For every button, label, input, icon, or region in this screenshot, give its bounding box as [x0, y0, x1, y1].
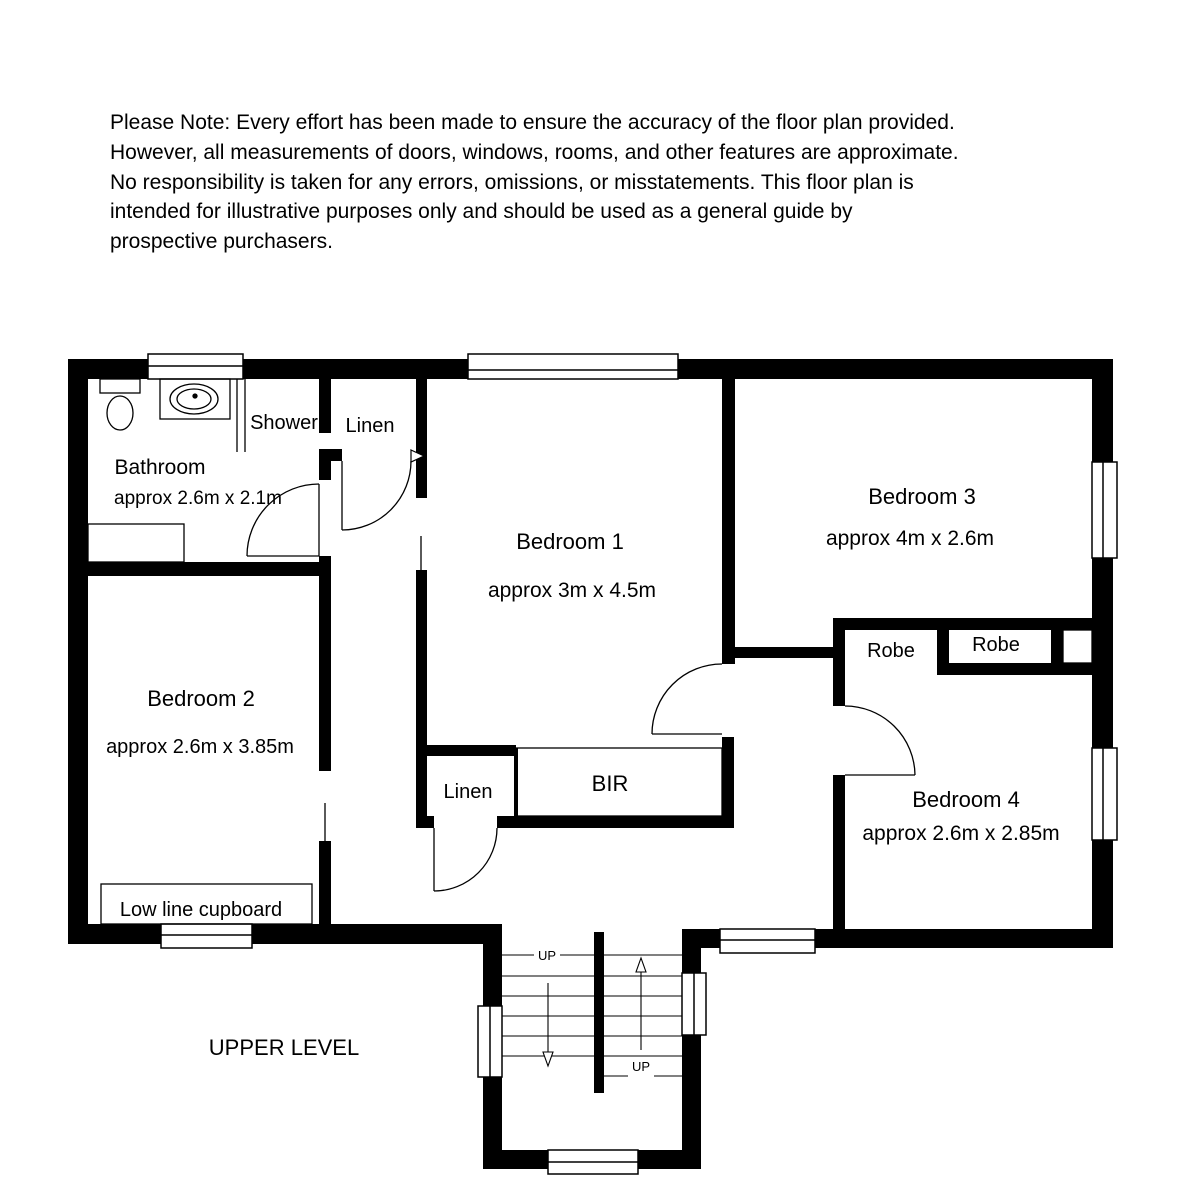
window-landing — [720, 929, 815, 953]
level-label: UPPER LEVEL — [208, 1035, 360, 1060]
fixture-label-shower: Shower — [250, 412, 318, 434]
stair-up-label-left: UP — [537, 948, 557, 963]
window-stair-right — [682, 973, 706, 1035]
fixture-label-robe-right: Robe — [972, 634, 1020, 656]
door-linen-bottom — [434, 828, 497, 891]
door-linen-top — [342, 461, 411, 530]
door-bedroom4 — [845, 706, 915, 775]
fixture-label-bir: BIR — [591, 771, 629, 796]
window-bedroom2 — [161, 924, 252, 948]
basin-icon — [160, 379, 230, 419]
note-line: However, all measurements of doors, windows, rooms, and other features are approximate. — [110, 140, 959, 164]
window-bedroom1 — [468, 354, 678, 379]
shower-screen — [237, 379, 245, 452]
room-name-bathroom: Bathroom — [114, 456, 206, 479]
room-size-bathroom: approx 2.6m x 2.1m — [114, 488, 282, 509]
window-stair-left — [478, 1006, 502, 1077]
bathroom-vanity — [88, 524, 184, 562]
fixture-label-linen-bottom: Linen — [443, 781, 493, 803]
fixture-label-linen-top: Linen — [345, 415, 395, 437]
room-name-bedroom1: Bedroom 1 — [516, 529, 624, 554]
stair-up-label-right: UP — [631, 1059, 651, 1074]
note-line: prospective purchasers. — [110, 230, 333, 254]
staircase — [502, 955, 682, 1076]
robe-corner-cupboard — [1063, 630, 1092, 663]
note-line: No responsibility is taken for any errors, omissions, or misstatements. This floor plan is — [110, 170, 914, 194]
note-line: Please Note: Every effort has been made to ensure the accuracy of the floor plan provided. — [110, 111, 955, 134]
fixture-label-low-line-cupboard: Low line cupboard — [119, 899, 283, 921]
door-bedroom1 — [652, 664, 722, 734]
room-name-bedroom4: Bedroom 4 — [912, 787, 1020, 812]
room-size-bedroom1: approx 3m x 4.5m — [487, 579, 657, 602]
fixture-label-robe-left: Robe — [867, 640, 915, 662]
room-size-bedroom3: approx 4m x 2.6m — [825, 527, 995, 550]
room-name-bedroom2: Bedroom 2 — [147, 686, 255, 711]
window-stair-bottom — [548, 1150, 638, 1174]
note-line: intended for illustrative purposes only and should be used as a general guide by — [110, 200, 853, 224]
window-bathroom — [148, 354, 243, 379]
window-bedroom4 — [1092, 748, 1117, 840]
room-size-bedroom2: approx 2.6m x 3.85m — [106, 736, 294, 758]
toilet-icon — [100, 379, 140, 430]
room-name-bedroom3: Bedroom 3 — [868, 484, 976, 509]
room-size-bedroom4: approx 2.6m x 2.85m — [862, 822, 1060, 845]
window-bedroom3 — [1092, 462, 1117, 558]
